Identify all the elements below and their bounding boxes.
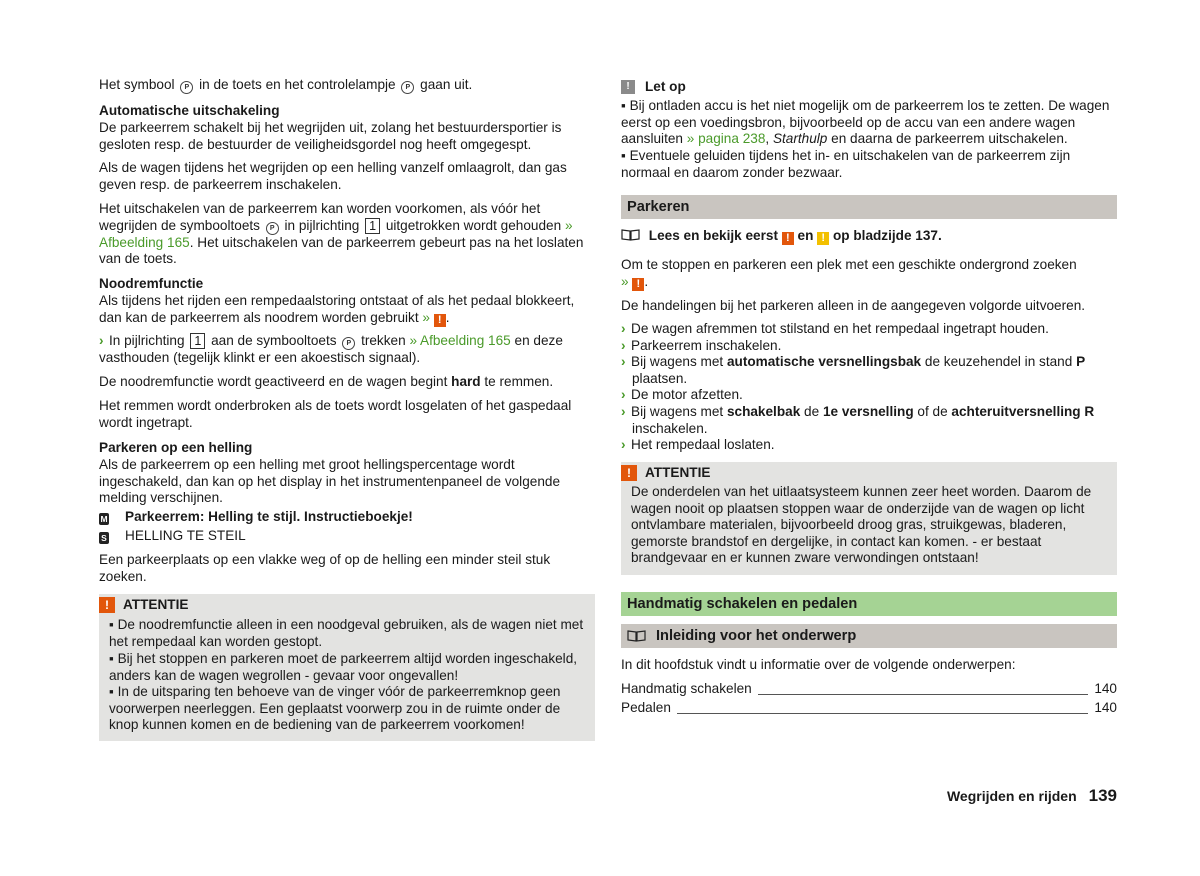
arrow-number-box: 1: [190, 333, 205, 349]
step-arrow-icon: ›: [621, 354, 626, 369]
emergency-heading: Noodremfunctie: [99, 276, 204, 291]
step-item: › Bij wagens met schakelbak de 1e versnelling of de achteruitversnelling R inschakelen.: [621, 404, 1095, 436]
toc-title: Pedalen: [621, 700, 677, 717]
parking-brake-lamp-icon: P: [401, 81, 414, 94]
step-arrow-icon: ›: [99, 333, 104, 348]
auto-off-heading: Automatische uitschakeling: [99, 103, 280, 118]
step-item: › Parkeerrem inschakelen.: [621, 338, 782, 353]
note-item: ▪ Bij ontladen accu is het niet mogelijk om de parkeerrem los te zetten. De wagen eerst op een voedingsbron, bijvoorbeeld op de accu van een andere wagen aansluiten » pagina 238, Starthulp en daarna de parkeerrem uitschakelen.: [621, 98, 1110, 147]
footer-chapter: Wegrijden en rijden: [946, 788, 1077, 804]
step-arrow-icon: ›: [621, 437, 626, 452]
display-message-s: S HELLING TE STEIL: [99, 528, 595, 545]
parking-brake-icon: P: [180, 81, 193, 94]
book-icon: [627, 630, 647, 642]
step-arrow-icon: ›: [621, 321, 626, 336]
page-link[interactable]: » pagina 238: [686, 131, 766, 147]
note-header: ! Let op: [621, 79, 1117, 97]
section-heading-intro: Inleiding voor het onderwerp: [621, 624, 1117, 648]
warning-link[interactable]: »: [621, 273, 629, 289]
toc-title: Handmatig schakelen: [621, 681, 758, 698]
arrow-number-box: 1: [365, 218, 380, 234]
warning-box-header: ! ATTENTIE: [99, 594, 595, 616]
page-number: 139: [1088, 786, 1117, 805]
incline-body: Als de wagen tijdens het wegrijden op een helling vanzelf omlaagrolt, dan gas geven resp. de parkeerrem inschakelen.: [99, 160, 567, 192]
step-arrow-icon: ›: [621, 338, 626, 353]
toc-page: 140: [1088, 681, 1117, 698]
caution-icon: !: [817, 232, 829, 245]
step-item: › Bij wagens met automatische versnellingsbak de keuzehendel in stand P plaatsen.: [621, 354, 1086, 386]
parking-brake-icon: P: [342, 337, 355, 350]
warning-icon: !: [621, 465, 637, 481]
step-arrow-icon: ›: [621, 404, 626, 419]
book-icon: [621, 229, 641, 241]
warning-box-header: ! ATTENTIE: [621, 462, 1117, 484]
note-item: ▪ Eventuele geluiden tijdens het in- en uitschakelen van de parkeerrem zijn normaal en daarom zonder bezwaar.: [621, 148, 1071, 180]
hill-heading: Parkeren op een helling: [99, 440, 253, 455]
interrupt-text: Het remmen wordt onderbroken als de toets wordt losgelaten of het gaspedaal wordt ingetrapt.: [99, 398, 572, 430]
info-icon: !: [621, 80, 635, 94]
warning-icon: !: [782, 232, 794, 245]
figure-link[interactable]: » Afbeelding 165: [99, 217, 573, 250]
section-heading-manual-shifting: Handmatig schakelen en pedalen: [621, 592, 1117, 616]
step-item: › Het rempedaal loslaten.: [621, 437, 775, 452]
step-arrow-icon: ›: [621, 387, 626, 402]
warning-item: ▪ In de uitsparing ten behoeve van de vinger vóór de parkeerremknop geen voorwerpen neerleggen. Een geplaatst voorwerp zou in de ruimte onder de knop kunnen komen en de bediening van de parkeerrem voorkomen!: [109, 684, 561, 733]
hill-body: Als de parkeerrem op een helling met groot hellingspercentage wordt ingeschakeld, dan kan op het display in het instrumentenpaneel de volgende melding verschijnen.: [99, 457, 561, 506]
warning-icon: !: [632, 278, 644, 291]
warning-item: ▪ Bij het stoppen en parkeren moet de parkeerrem altijd worden ingeschakeld, anders kan de wagen wegrollen - gevaar voor ongevallen!: [109, 651, 578, 683]
prevent-off-body: Het uitschakelen van de parkeerrem kan worden voorkomen, als vóór het wegrijden de symbooltoets P in pijlrichting 1 uitgetrokken wordt gehouden » Afbeelding 165. Het uitschakelen van de parkeerrem gebeurt pas na het loslaten van de toets.: [99, 201, 584, 267]
warning-body: De onderdelen van het uitlaatsysteem kunnen zeer heet worden. Daarom de wagen nooit op plaatsen stoppen waar de onderzijde van de wagen op licht ontvlambare materialen, bijvoorbeeld droog gras, struikgewas, bladeren, gemorste brandstof en dergelijke, in contact kan komen. - er bestaat brandgevaar en er kunnen zware verwondingen ontstaan!: [631, 484, 1092, 566]
step-item: › De wagen afremmen tot stilstand en het rempedaal ingetrapt houden.: [621, 321, 1049, 336]
warning-icon: !: [434, 314, 446, 327]
warning-icon: !: [99, 597, 115, 613]
step-item: › De motor afzetten.: [621, 387, 743, 402]
intro-text: In dit hoofdstuk vindt u informatie over de volgende onderwerpen:: [621, 657, 1016, 672]
toc-row[interactable]: [621, 700, 1117, 718]
display-s-icon: S: [99, 532, 109, 544]
auto-off-body: De parkeerrem schakelt bij het wegrijden uit, zolang het bestuurdersportier is gesloten resp. de bestuurder de veiligheidsgordel nog heeft omgegespt.: [99, 120, 562, 152]
warning-item: ▪ De noodremfunctie alleen in een noodgeval gebruiken, als de wagen niet met het rempedaal kan worden gestopt.: [109, 617, 584, 649]
parking-brake-icon: P: [266, 222, 279, 235]
activation-text: De noodremfunctie wordt geactiveerd en de wagen begint hard te remmen.: [99, 374, 554, 389]
symbol-off-text: Het symbool P in de toets en het controlelampje P gaan uit.: [99, 77, 473, 92]
toc-page: 140: [1088, 700, 1117, 717]
flat-spot-text: Een parkeerplaats op een vlakke weg of op de helling een minder steil stuk zoeken.: [99, 552, 551, 584]
display-m-icon: M: [100, 514, 108, 524]
stop-body: Om te stoppen en parkeren een plek met een geschikte ondergrond zoeken » ! .: [621, 257, 1077, 290]
warning-box-right: [621, 462, 1117, 575]
warning-box-left: [99, 594, 595, 741]
order-text: De handelingen bij het parkeren alleen in de aangegeven volgorde uitvoeren.: [621, 298, 1086, 313]
display-message-m: M Parkeerrem: Helling te stijl. Instructieboekje!: [100, 509, 413, 524]
figure-link[interactable]: » Afbeelding 165: [409, 333, 511, 348]
page-footer: [947, 788, 1117, 805]
section-heading-parkeren: Parkeren: [621, 195, 1117, 219]
read-first-line: Lees en bekijk eerst ! en ! op bladzijde 137.: [621, 228, 1117, 245]
warning-link[interactable]: »: [422, 309, 430, 325]
emergency-step: › In pijlrichting 1 aan de symbooltoets P trekken » Afbeelding 165 en deze vasthouden (tegelijk klinkt er een akoestisch signaal).: [99, 333, 563, 365]
emergency-body: Als tijdens het rijden een rempedaalstoring ontstaat of als het pedaal blokkeert, dan kan de parkeerrem als noodrem worden gebruikt » ! .: [99, 293, 575, 326]
toc-row[interactable]: [621, 681, 1117, 699]
